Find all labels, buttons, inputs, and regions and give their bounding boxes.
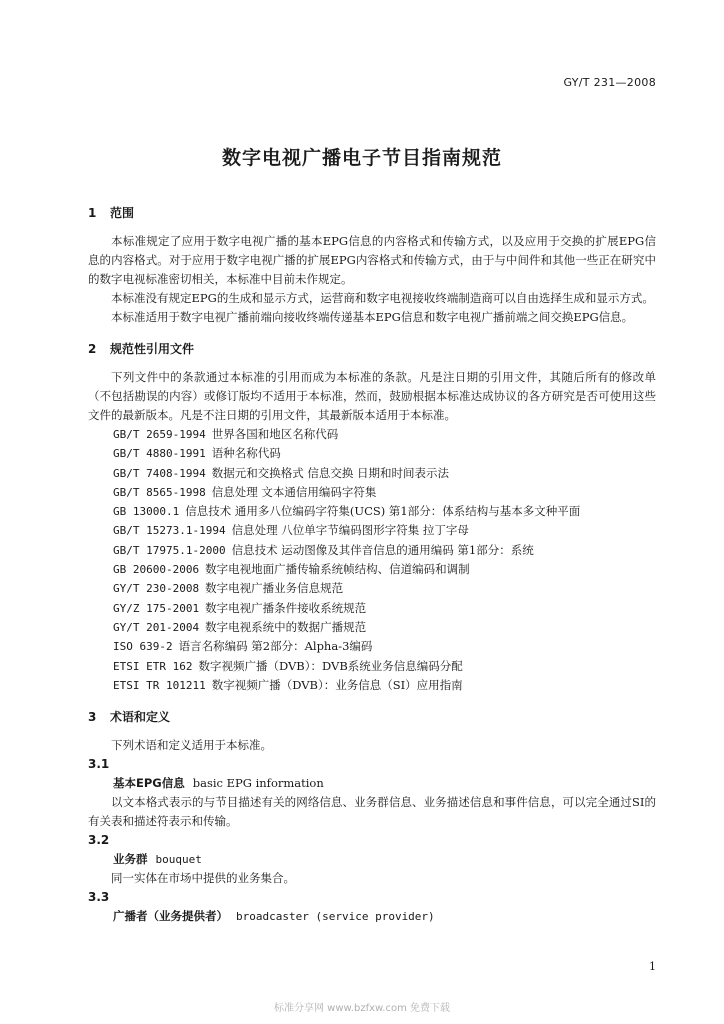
reference-item: ETSI TR 101211 数字视频广播（DVB）：业务信息（SI）应用指南: [113, 677, 463, 692]
reference-item: GB/T 17975.1-2000 信息技术 运动图像及其伴音信息的通用编码 第1部分：系统: [113, 542, 534, 557]
reference-item: GY/Z 175-2001 数字电视广播条件接收系统规范: [113, 600, 367, 615]
reference-item: GY/T 230-2008 数字电视广播业务信息规范: [113, 581, 344, 596]
page-number: 1: [649, 960, 656, 973]
term-number: 3.3: [88, 890, 110, 905]
term-name: 广播者（业务提供者） broadcaster (service provider): [113, 909, 435, 924]
section-heading-terms-definitions: 3 术语和定义: [88, 710, 171, 725]
reference-item: GB/T 8565-1998 信息处理 文本通信用编码字符集: [113, 484, 377, 499]
reference-item: ISO 639-2 语言名称编码 第2部分：Alpha-3编码: [113, 639, 373, 654]
watermark: 标准分享网 www.bzfxw.com 免费下载: [274, 1003, 450, 1014]
reference-item: GY/T 201-2004 数字电视系统中的数据广播规范: [113, 619, 367, 634]
document-title: 数字电视广播电子节目指南规范: [221, 147, 502, 169]
reference-item: GB/T 4880-1991 语种名称代码: [113, 446, 281, 461]
paragraph: 下列文件中的条款通过本标准的引用而成为本标准的条款。凡是注日期的引用文件，其随后所有的修改单（不包括勘误的内容）或修订版均不适用于本标准，然而，鼓励根据本标准达成协议的各方研究是否可使用这些文件的最新版本。凡是不注日期的引用文件，其最新版本适用于本标准。: [88, 370, 656, 422]
term-name: 业务群 bouquet: [113, 852, 202, 867]
reference-item: ETSI ETR 162 数字视频广播（DVB）：DVB系统业务信息编码分配: [113, 658, 463, 673]
term-number: 3.1: [88, 757, 110, 772]
term-definition: 同一实体在市场中提供的业务集合。: [111, 871, 295, 886]
term-number: 3.2: [88, 833, 110, 848]
reference-item: GB/T 7408-1994 数据元和交换格式 信息交换 日期和时间表示法: [113, 465, 450, 480]
paragraph: 本标准适用于数字电视广播前端向接收终端传递基本EPG信息和数字电视广播前端之间交换EPG信息。: [111, 310, 634, 324]
reference-item: GB 20600-2006 数字电视地面广播传输系统帧结构、信道编码和调制: [113, 562, 470, 577]
section-heading-normative-references: 2 规范性引用文件: [88, 342, 195, 356]
section-heading-scope: 1 范围: [88, 206, 135, 220]
reference-list: [88, 425, 656, 695]
document-body: [88, 203, 656, 926]
term-name: 基本EPG信息 basic EPG information: [113, 776, 324, 791]
reference-item: GB/T 15273.1-1994 信息处理 八位单字节编码图形字符集 拉丁字母: [113, 523, 469, 538]
paragraph: 本标准规定了应用于数字电视广播的基本EPG信息的内容格式和传输方式，以及应用于交换的扩展EPG信息的内容格式。对于应用于数字电视广播的扩展EPG内容格式和传输方式，由于与中间件和其他一些正在研究中的数字电视标准密切相关，本标准中目前未作规定。: [88, 234, 656, 286]
reference-item: GB/T 2659-1994 世界各国和地区名称代码: [113, 427, 339, 441]
term-definition: 以文本格式表示的与节目描述有关的网络信息、业务群信息、业务描述信息和事件信息，可以完全通过SI的有关表和描述符表示和传输。: [88, 795, 656, 829]
standard-code: GY/T 231—2008: [563, 76, 656, 89]
paragraph: 下列术语和定义适用于本标准。: [111, 738, 272, 753]
paragraph: 本标准没有规定EPG的生成和显示方式，运营商和数字电视接收终端制造商可以自由选择生成和显示方式。: [111, 291, 654, 305]
reference-item: GB 13000.1 信息技术 通用多八位编码字符集(UCS) 第1部分：体系结构与基本多文种平面: [113, 504, 581, 519]
